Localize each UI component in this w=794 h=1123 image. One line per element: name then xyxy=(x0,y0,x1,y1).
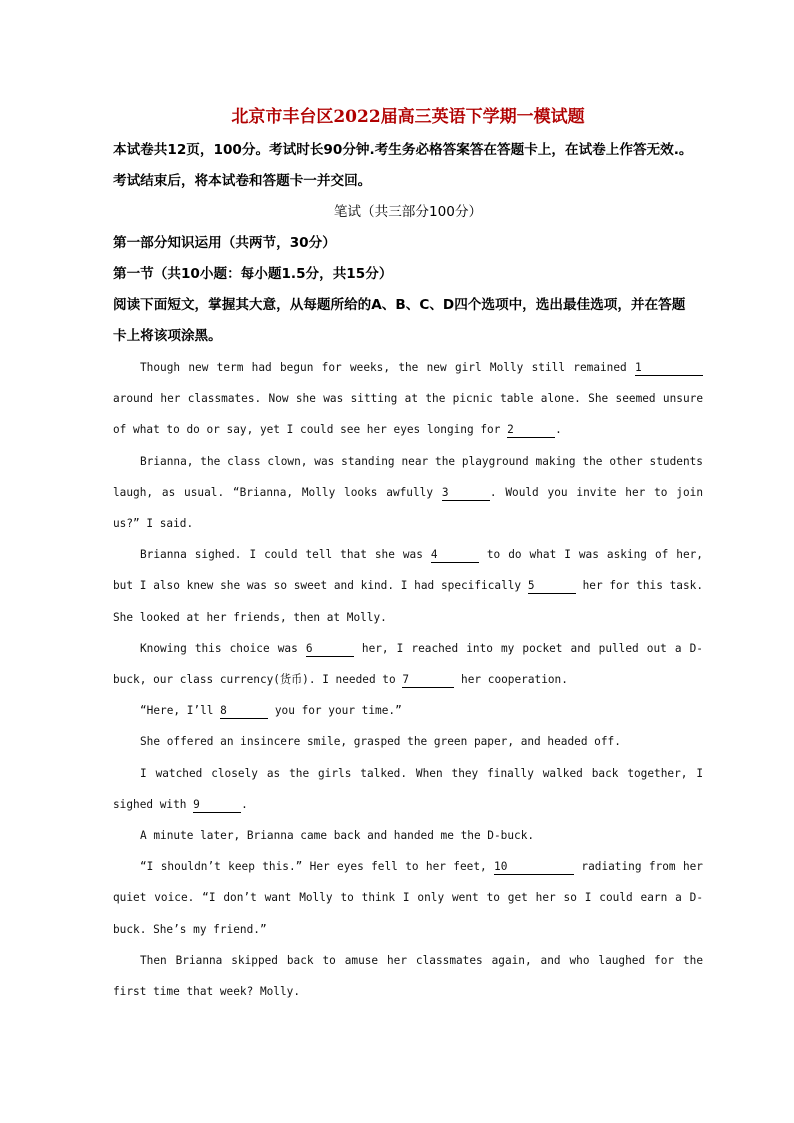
answer-blank-5[interactable]: 5 xyxy=(528,579,576,594)
passage-paragraph-2 xyxy=(113,446,703,540)
answer-blank-3[interactable]: 3 xyxy=(442,486,490,501)
text-run: “Here, I’ll xyxy=(140,704,214,718)
answer-blank-7[interactable]: 7 xyxy=(402,673,454,688)
text-run: Brianna, the class clown, was standing near the playground making the other students laugh, as usual. “Brianna, Molly looks awfully xyxy=(113,454,703,499)
directions-line-2: 卡上将该项涂黑。 xyxy=(113,328,222,344)
text-run: her, I reached into my pocket and pulled out a D-buck, our class currency(货币). I needed to xyxy=(113,641,703,687)
text-run: her cooperation. xyxy=(461,673,568,687)
passage-paragraph-3 xyxy=(113,539,703,633)
passage-paragraph-6: She offered an insincere smile, grasped the green paper, and headed off. xyxy=(140,735,621,749)
text-run: radiating from her quiet voice. “I don’t want Molly to think I only went to get her so I could earn a D-buck. She’s my friend.” xyxy=(113,860,703,936)
section1-heading: 第一节（共10小题：每小题1.5分，共15分） xyxy=(113,266,393,282)
answer-blank-9[interactable]: 9 xyxy=(193,798,241,813)
passage-paragraph-10: Then Brianna skipped back to amuse her classmates again, and who laughed for the first time that week? Molly. xyxy=(113,953,703,999)
text-run: to do what I was asking of her, but I also knew she was so sweet and kind. I had specifically xyxy=(113,548,703,593)
passage-paragraph-7 xyxy=(113,758,703,820)
text-run: . Would you invite her to join us?” I said. xyxy=(113,485,703,531)
exam-page xyxy=(113,103,703,1007)
text-run: . xyxy=(241,797,248,811)
answer-blank-10[interactable]: 10 xyxy=(494,860,574,875)
part1-heading: 第一部分知识运用（共两节，30分） xyxy=(113,235,336,251)
directions-line-1: 阅读下面短文，掌握其大意，从每题所给的A、B、C、D四个选项中，选出最佳选项，并在答题 xyxy=(113,297,686,313)
passage-paragraph-8: A minute later, Brianna came back and handed me the D-buck. xyxy=(140,829,535,843)
text-run: . xyxy=(555,423,562,437)
intro-line-1: 本试卷共12页，100分。考试时长90分钟.考生务必格答案答在答题卡上，在试卷上作答无效.。 xyxy=(113,142,693,158)
passage-paragraph-1 xyxy=(113,352,703,446)
answer-blank-1[interactable]: 1 xyxy=(635,361,703,376)
answer-blank-6[interactable]: 6 xyxy=(306,642,354,657)
passage-paragraph-5 xyxy=(113,695,703,726)
answer-blank-4[interactable]: 4 xyxy=(431,548,479,563)
text-run: you for your time.” xyxy=(274,704,402,718)
text-run: around her classmates. Now she was sitting at the picnic table alone. She seemed unsure of what to do or say, yet I could see her eyes longing for xyxy=(113,392,703,437)
passage-paragraph-4 xyxy=(113,633,703,695)
section-header: 笔试（共三部分100分） xyxy=(333,204,483,220)
passage-paragraph-9 xyxy=(113,851,703,945)
exam-title: 北京市丰台区2022届高三英语下学期一模试题 xyxy=(231,107,585,127)
text-run: “I shouldn’t keep this.” Her eyes fell to her feet, xyxy=(140,860,487,874)
text-run: I watched closely as the girls talked. When they finally walked back together, I sighed with xyxy=(113,766,703,811)
text-run: Though new term had begun for weeks, the new girl Molly still remained xyxy=(140,361,627,374)
text-run: Knowing this choice was xyxy=(140,641,298,655)
text-run: her for this task. She looked at her friends, then at Molly. xyxy=(113,579,704,624)
intro-line-2: 考试结束后，将本试卷和答题卡一并交回。 xyxy=(113,173,372,189)
answer-blank-8[interactable]: 8 xyxy=(220,704,268,719)
text-run: Brianna sighed. I could tell that she was xyxy=(140,548,423,562)
answer-blank-2[interactable]: 2 xyxy=(507,423,555,438)
